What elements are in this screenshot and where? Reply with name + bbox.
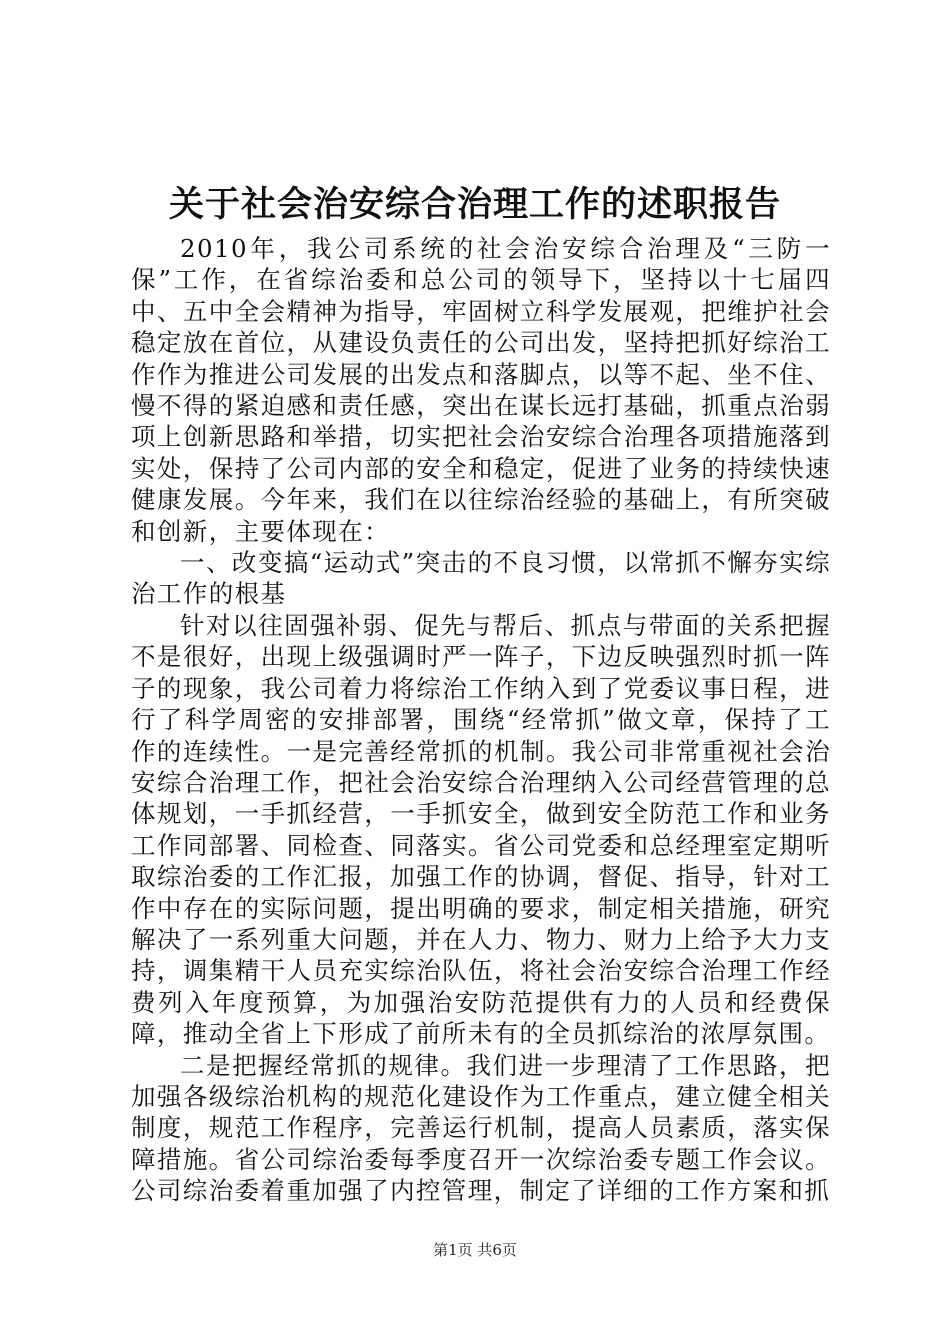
document-body <box>131 233 831 1207</box>
paragraph-regular-pattern: 二是把握经常抓的规律。我们进一步理清了工作思路，把加强各级综治机构的规范化建设作为工作重点，建立健全相关制度，规范工作程序，完善运行机制，提高人员素质，落实保障措施。省公司综治委每季度召开一次综治委专题工作会议。公司综治委着重加强了内控管理，制定了详细的工作方案和抓 <box>131 1050 831 1206</box>
paragraph-section-heading: 一、改变搞“运动式”突击的不良习惯，以常抓不懈夯实综治工作的根基 <box>131 548 831 609</box>
paragraph-regular-mechanism: 针对以往固强补弱、促先与帮后、抓点与带面的关系把握不是很好，出现上级强调时严一阵子，下边反映强烈时抓一阵子的现象，我公司着力将综治工作纳入到了党委议事日程，进行了科学周密的安排部署，围绕“经常抓”做文章，保持了工作的连续性。一是完善经常抓的机制。我公司非常重视社会治安综合治理工作，把社会治安综合治理纳入公司经营管理的总体规划，一手抓经营，一手抓安全，做到安全防范工作和业务工作同部署、同检查、同落实。省公司党委和总经理室定期听取综治委的工作汇报，加强工作的协调，督促、指导，针对工作中存在的实际问题，提出明确的要求，制定相关措施，研究解决了一系列重大问题，并在人力、物力、财力上给予大力支持，调集精干人员充实综治队伍，将社会治安综合治理工作经费列入年度预算，为加强治安防范提供有力的人员和经费保障，推动全省上下形成了前所未有的全员抓综治的浓厚氛围。 <box>131 610 831 1049</box>
page-number-footer: 第1页 共6页 <box>433 1241 517 1259</box>
document-title: 关于社会治安综合治理工作的述职报告 <box>168 184 781 225</box>
paragraph-intro: 2010年，我公司系统的社会治安综合治理及“三防一保”工作，在省综治委和总公司的领导下，坚持以十七届四中、五中全会精神为指导，牢固树立科学发展观，把维护社会稳定放在首位，从建设负责任的公司出发，坚持把抓好综治工作作为推进公司发展的出发点和落脚点，以等不起、坐不住、慢不得的紧迫感和责任感，突出在谋长远打基础，抓重点治弱项上创新思路和举措，切实把社会治安综合治理各项措施落到实处，保持了公司内部的安全和稳定，促进了业务的持续快速健康发展。今年来，我们在以往综治经验的基础上，有所突破和创新，主要体现在： <box>131 234 831 546</box>
